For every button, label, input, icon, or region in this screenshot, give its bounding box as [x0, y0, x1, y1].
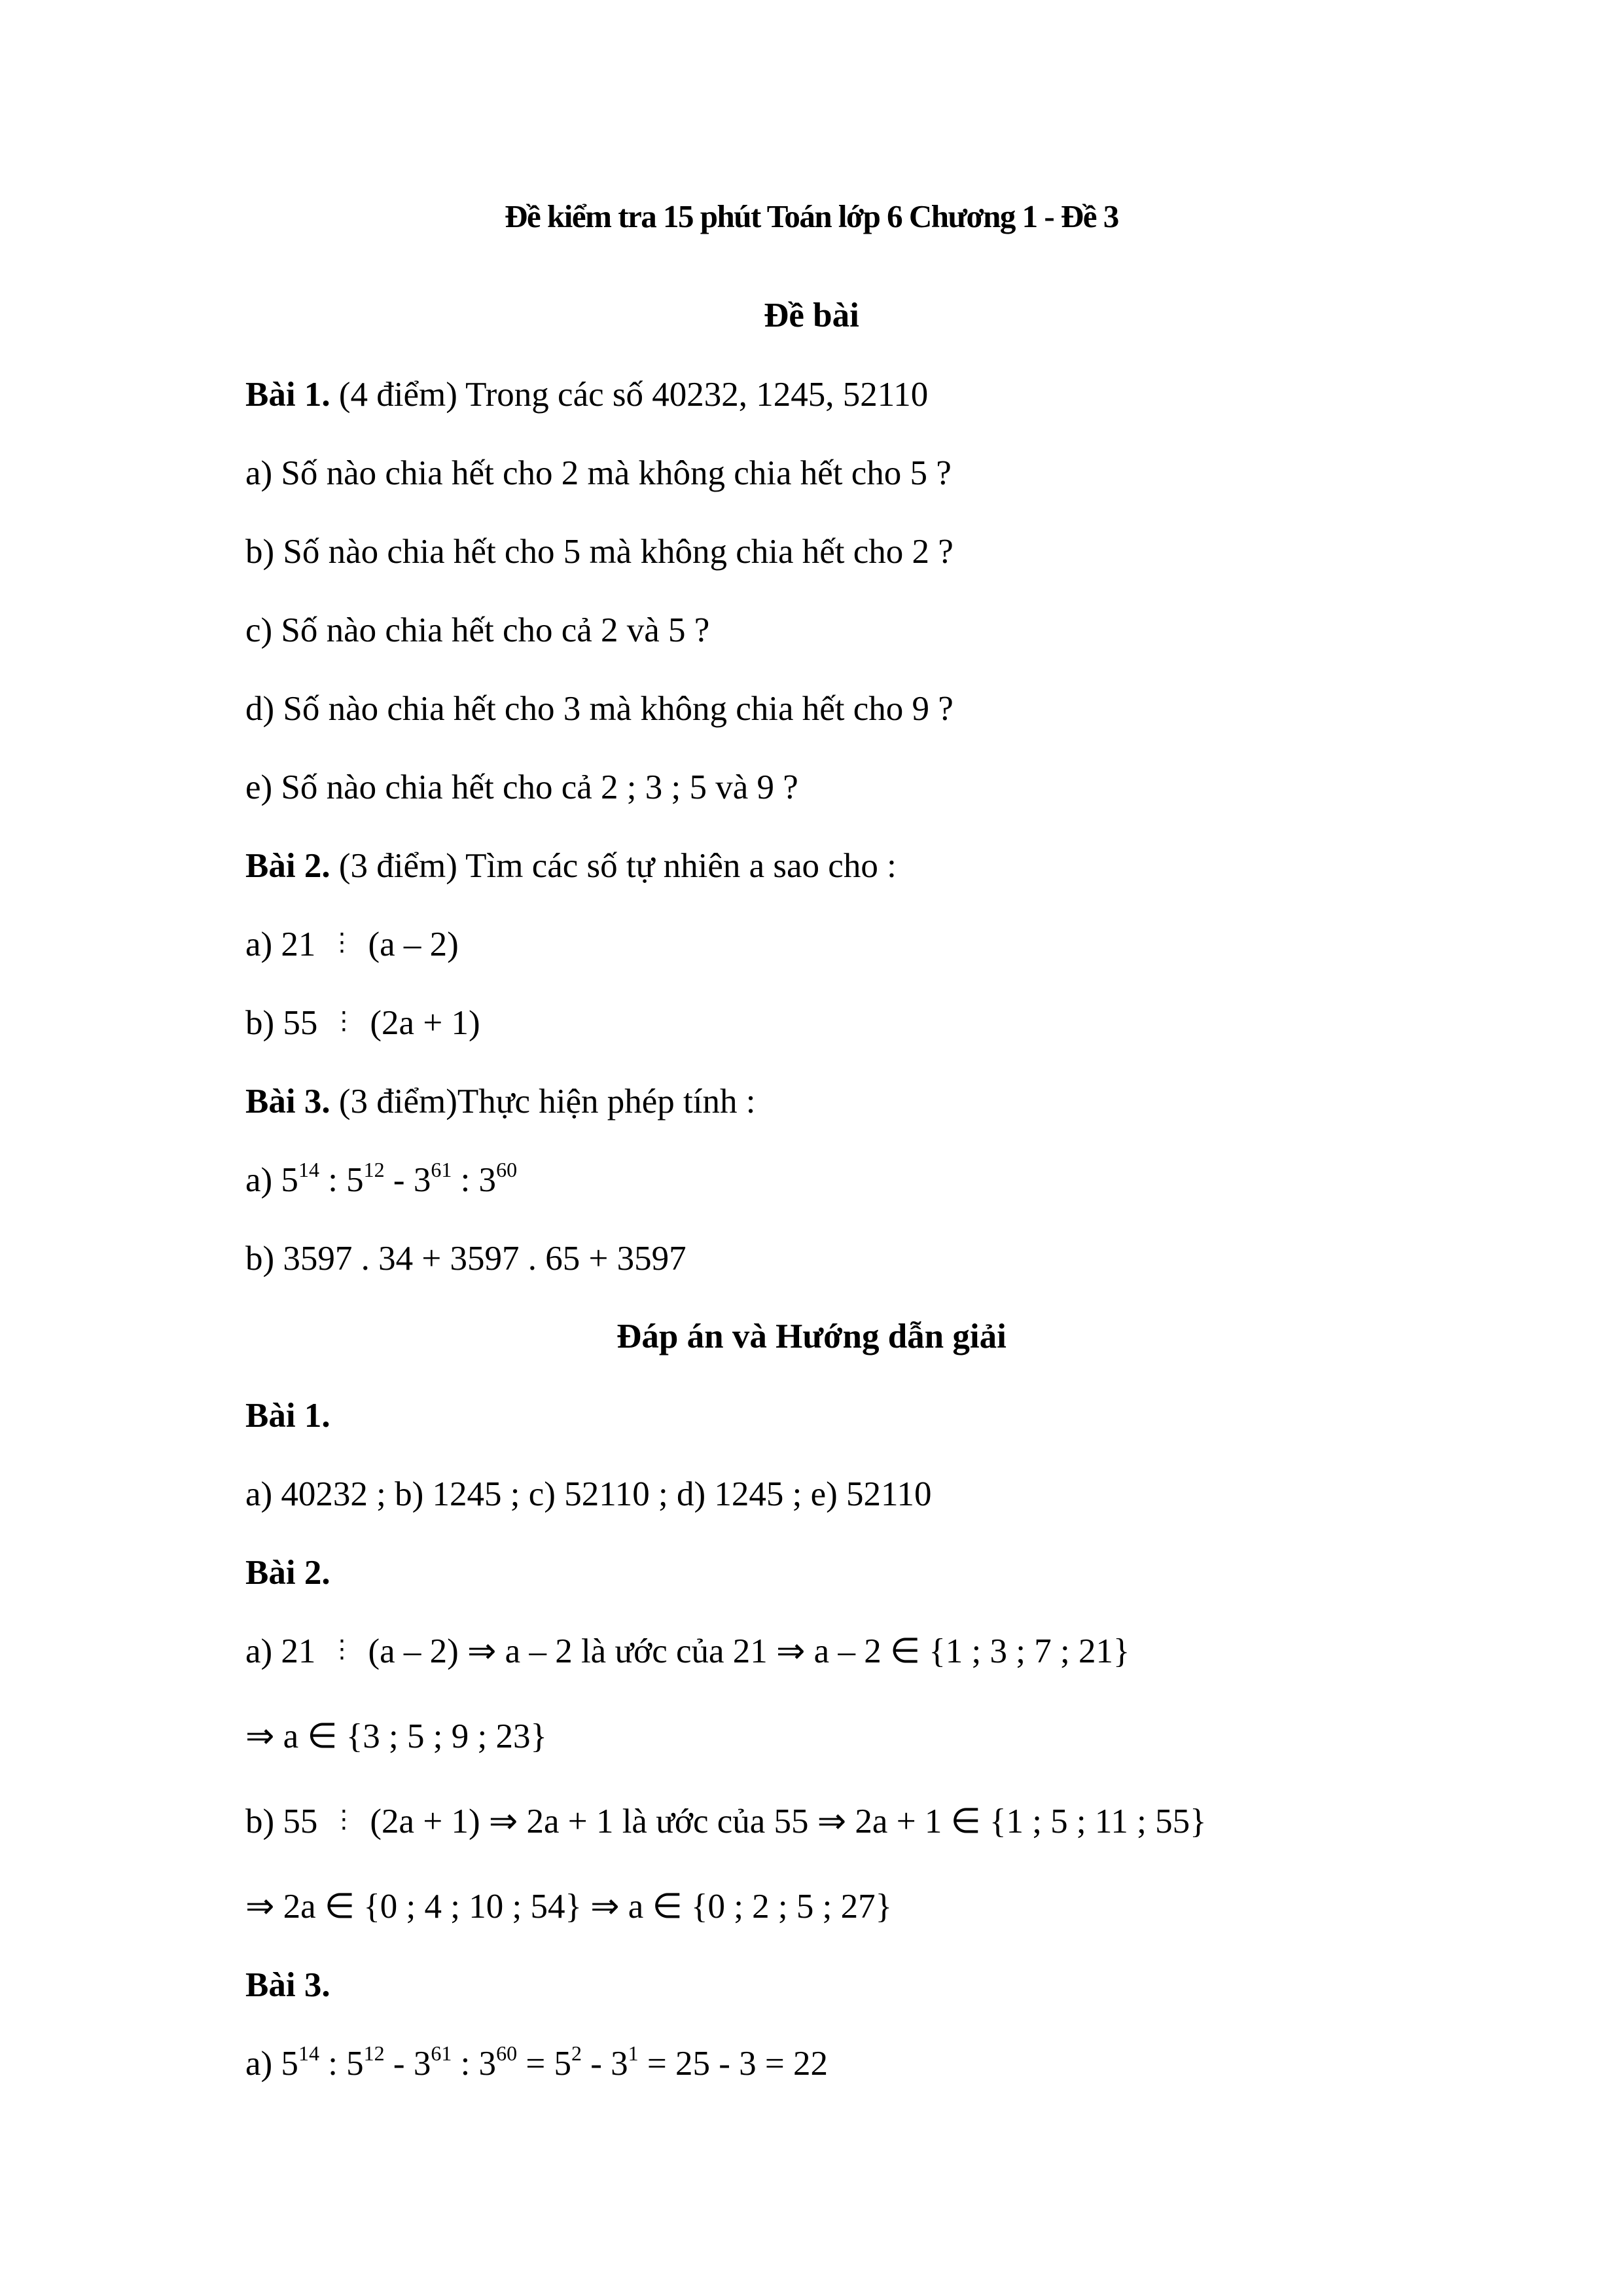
expr-part: : 3	[452, 2045, 497, 2083]
section-heading-answer: Đáp án và Hướng dẫn giải	[616, 1318, 1007, 1355]
problem-3-statement	[245, 1081, 755, 1123]
answer-2b	[245, 1801, 1207, 1843]
divides-symbol: ⋮	[331, 1007, 357, 1035]
expr-part: : 5	[319, 2045, 364, 2083]
answer-1-label: Bài 1.	[245, 1397, 330, 1435]
problem-1-text: (4 điểm) Trong các số 40232, 1245, 52110	[330, 376, 929, 414]
exponent: 61	[431, 2041, 452, 2065]
expr-part: a) 5	[245, 1161, 298, 1199]
problem-2a-right: (a – 2)	[368, 925, 459, 963]
divides-symbol: ⋮	[331, 1806, 357, 1833]
expr-part: = 5	[517, 2045, 571, 2083]
problem-1d: d) Số nào chia hết cho 3 mà không chia hết cho 9 ?	[245, 690, 954, 728]
expr-part: - 3	[581, 2045, 628, 2083]
problem-3-label: Bài 3.	[245, 1083, 330, 1121]
divides-symbol: ⋮	[329, 1636, 355, 1663]
expr-part: = 25 - 3 = 22	[638, 2045, 829, 2083]
problem-2-statement	[245, 846, 897, 888]
expr-part: a) 5	[245, 2045, 298, 2083]
expr-part: : 5	[319, 1161, 364, 1199]
problem-1-label: Bài 1.	[245, 376, 330, 414]
answer-2b-right: (2a + 1) ⇒ 2a + 1 là ước của 55 ⇒ 2a + 1 ∈ {1 ; 5 ; 11 ; 55}	[370, 1803, 1207, 1840]
answer-2-label: Bài 2.	[245, 1554, 330, 1592]
document-title: Đề kiểm tra 15 phút Toán lớp 6 Chương 1 - Đề 3	[505, 198, 1118, 234]
answer-2a-left: a) 21	[245, 1632, 316, 1670]
problem-1b: b) Số nào chia hết cho 5 mà không chia hết cho 2 ?	[245, 533, 954, 571]
answer-3-label: Bài 3.	[245, 1966, 330, 2004]
problem-2-label: Bài 2.	[245, 847, 330, 885]
exponent: 61	[431, 1158, 452, 1181]
problem-1-statement	[245, 374, 928, 416]
problem-3a	[245, 1160, 517, 1202]
answer-3a	[245, 2043, 828, 2085]
section-heading-problem: Đề bài	[764, 296, 859, 334]
exponent: 14	[298, 1158, 319, 1181]
problem-3-text: (3 điểm)Thực hiện phép tính :	[330, 1083, 756, 1121]
exponent: 60	[496, 2041, 518, 2065]
problem-2a	[245, 924, 459, 966]
problem-2-text: (3 điểm) Tìm các số tự nhiên a sao cho :	[330, 847, 897, 885]
exponent: 12	[363, 1158, 385, 1181]
problem-2a-left: a) 21	[245, 925, 316, 963]
exponent: 12	[363, 2041, 385, 2065]
divides-symbol: ⋮	[329, 929, 355, 956]
problem-3b: b) 3597 . 34 + 3597 . 65 + 3597	[245, 1240, 687, 1278]
exponent: 2	[571, 2041, 582, 2065]
problem-1e: e) Số nào chia hết cho cả 2 ; 3 ; 5 và 9 ?	[245, 768, 798, 806]
problem-2b	[245, 1003, 480, 1045]
exponent: 1	[628, 2041, 639, 2065]
answer-2b-result: ⇒ 2a ∈ {0 ; 4 ; 10 ; 54} ⇒ a ∈ {0 ; 2 ; 5 ; 27}	[245, 1888, 893, 1926]
expr-part: - 3	[384, 2045, 431, 2083]
answer-1-line: a) 40232 ; b) 1245 ; c) 52110 ; d) 1245 ; e) 52110	[245, 1475, 932, 1513]
problem-1c: c) Số nào chia hết cho cả 2 và 5 ?	[245, 611, 710, 649]
exponent: 60	[496, 1158, 518, 1181]
answer-2a-result: ⇒ a ∈ {3 ; 5 ; 9 ; 23}	[245, 1717, 547, 1755]
expr-part: : 3	[452, 1161, 497, 1199]
answer-2b-left: b) 55	[245, 1803, 318, 1840]
exponent: 14	[298, 2041, 319, 2065]
problem-2b-left: b) 55	[245, 1004, 318, 1042]
answer-2a-right: (a – 2) ⇒ a – 2 là ước của 21 ⇒ a – 2 ∈ {1 ; 3 ; 7 ; 21}	[368, 1632, 1130, 1670]
expr-part: - 3	[384, 1161, 431, 1199]
problem-1a: a) Số nào chia hết cho 2 mà không chia hết cho 5 ?	[245, 454, 952, 492]
problem-2b-right: (2a + 1)	[370, 1004, 480, 1042]
answer-2a	[245, 1631, 1130, 1673]
